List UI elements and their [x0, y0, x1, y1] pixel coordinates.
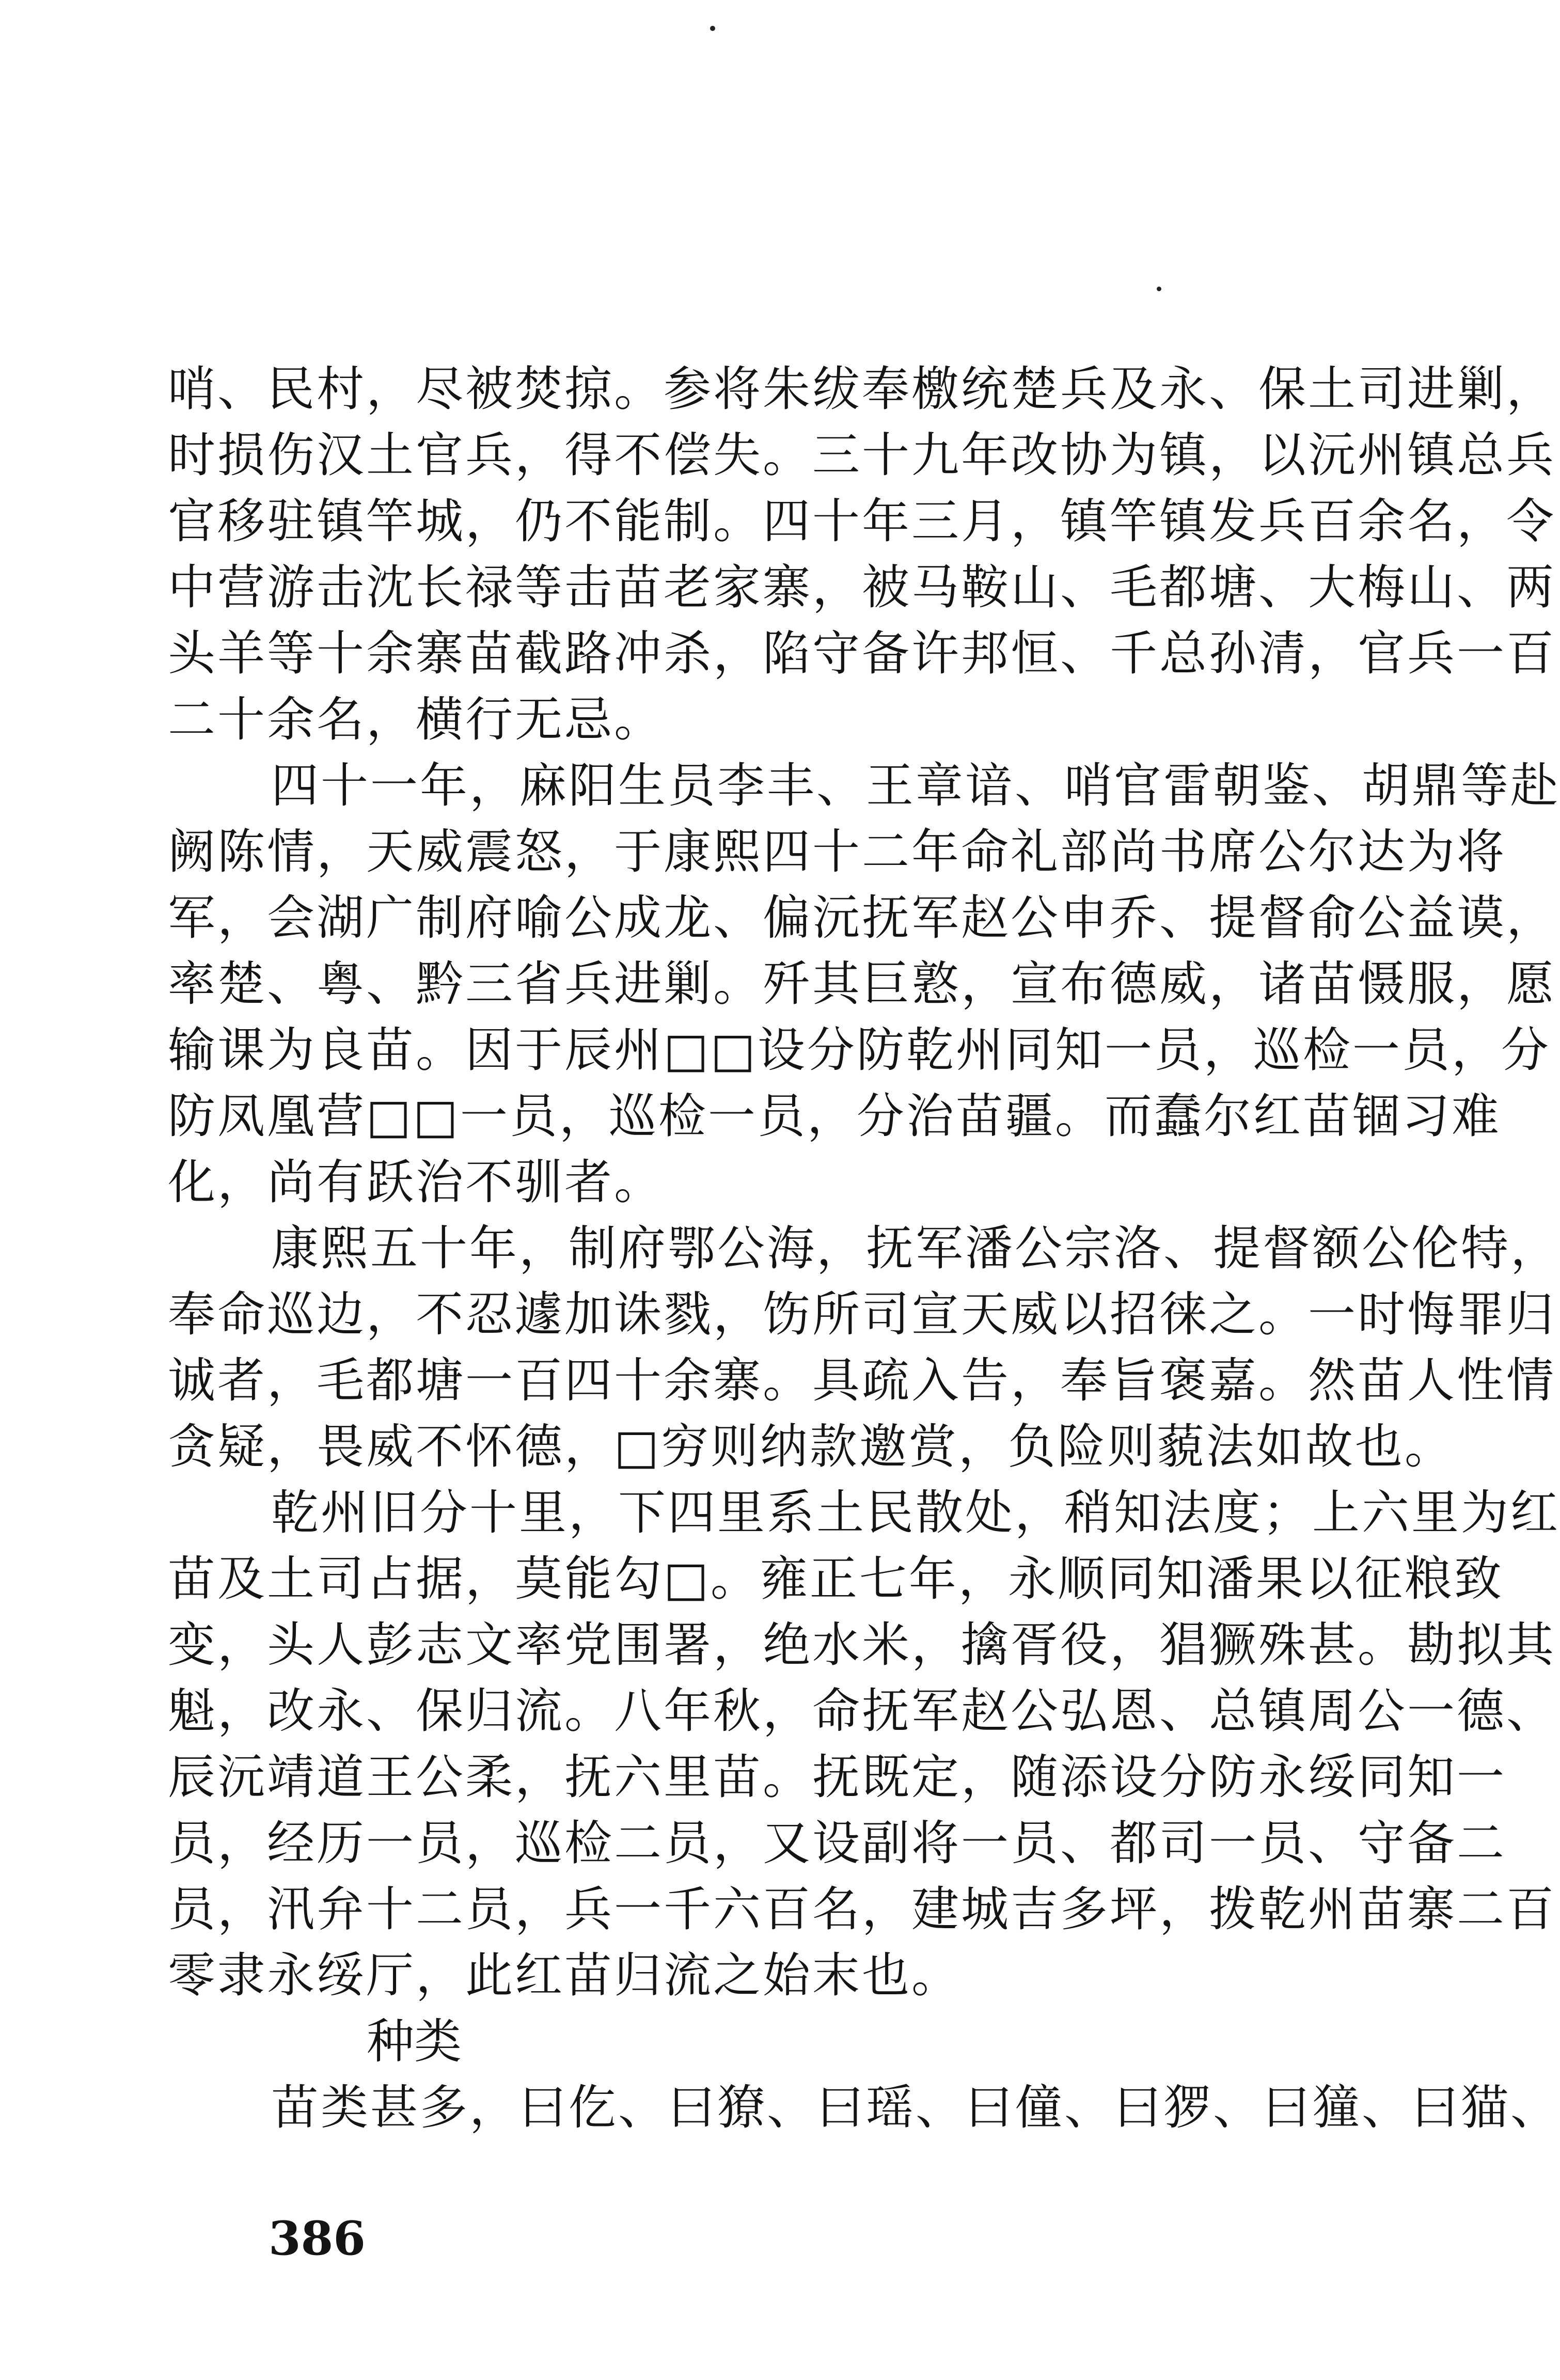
print-speck [1157, 287, 1161, 291]
body-text [168, 356, 1560, 2141]
text-line: 变，头人彭志文率党围署，绝水米，擒胥役，猖獗殊甚。勘拟其 [168, 1617, 1556, 1673]
paragraph-start-line: 四十一年，麻阳生员李丰、王章谙、哨官雷朝鉴、胡鼎等赴 [271, 758, 1560, 813]
text-line: 阙陈情，天威震怒，于康熙四十二年命礼部尚书席公尔达为将 [168, 824, 1507, 879]
text-line: 军，会湖广制府喻公成龙、偏沅抚军赵公申乔、提督俞公益谟， [168, 890, 1556, 945]
text-line: 辰沅靖道王公柔，抚六里苗。抚既定，随添设分防永绥同知一 [168, 1749, 1507, 1805]
text-line: 贪疑，畏威不怀德，□穷则纳款邀赏，负险则藐法如故也。 [168, 1419, 1454, 1474]
text-line: 员，汛弁十二员，兵一千六百名，建城吉多坪，拨乾州苗寨二百 [168, 1882, 1556, 1937]
text-line: 率楚、粤、黔三省兵进剿。歼其巨憝，宣布德威，诸苗慑服，愿 [168, 956, 1556, 1012]
text-line: 官移驻镇竿城，仍不能制。四十年三月，镇竿镇发兵百余名，令 [168, 494, 1556, 549]
text-line: 化，尚有跃治不驯者。 [168, 1155, 664, 1210]
text-line: 头羊等十余寨苗截路冲杀，陷守备许邦恒、千总孙清，官兵一百 [168, 626, 1556, 681]
paragraph-start-line: 乾州旧分十里，下四里系土民散处，稍知法度；上六里为红 [271, 1485, 1560, 1540]
text-line: 二十余名，横行无忌。 [168, 692, 664, 747]
print-speck [710, 26, 715, 31]
text-line: 诚者，毛都塘一百四十余寨。具疏入告，奉旨褒嘉。然苗人性情 [168, 1353, 1556, 1408]
text-line: 零隶永绥厅，此红苗归流之始末也。 [168, 1948, 962, 2003]
text-line: 防凤凰营□□一员，巡检一员，分治苗疆。而蠢尔红苗锢习难 [168, 1089, 1501, 1144]
section-heading: 种类 [367, 2014, 462, 2069]
page-number: 386 [269, 2211, 366, 2266]
text-line: 奉命巡边，不忍遽加诛戮，饬所司宣天威以招徕之。一时悔罪归 [168, 1287, 1556, 1342]
text-line: 时损伤汉土官兵，得不偿失。三十九年改协为镇，以沅州镇总兵 [168, 428, 1556, 483]
paragraph-start-line: 康熙五十年，制府鄂公海，抚军潘公宗洛、提督额公伦特， [271, 1221, 1560, 1276]
text-line: 魁，改永、保归流。八年秋，命抚军赵公弘恩、总镇周公一德、 [168, 1683, 1556, 1739]
paragraph-start-line: 苗类甚多，曰仡、曰獠、曰瑶、曰僮、曰猡、曰獞、曰猫、 [271, 2080, 1560, 2135]
text-line: 哨、民村，尽被焚掠。参将朱绂奉檄统楚兵及永、保土司进剿， [168, 361, 1556, 417]
text-line: 员，经历一员，巡检二员，又设副将一员、都司一员、守备二 [168, 1816, 1507, 1871]
text-line: 中营游击沈长禄等击苗老家寨，被马鞍山、毛都塘、大梅山、两 [168, 560, 1556, 615]
text-line: 苗及土司占据，莫能勾□。雍正七年，永顺同知潘果以征粮致 [168, 1551, 1504, 1606]
text-line: 输课为良苗。因于辰州□□设分防乾州同知一员，巡检一员，分 [168, 1022, 1551, 1078]
